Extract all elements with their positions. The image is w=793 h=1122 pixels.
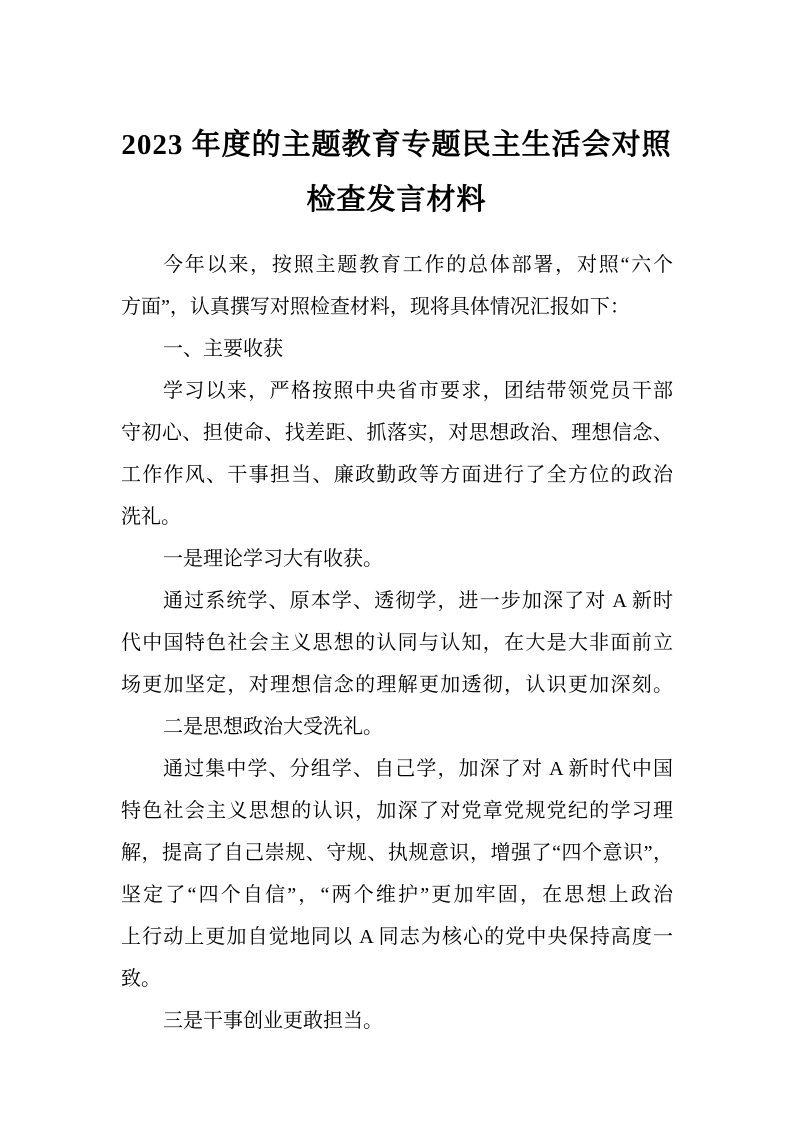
subsection-heading: 一是理论学习大有收获。 xyxy=(163,548,383,570)
paragraph-line: 上行动上更加自觉地同以 A 同志为核心的党中央保持高度一 xyxy=(121,926,673,948)
paragraph-line: 方面”，认真撰写对照检查材料，现将具体情况汇报如下： xyxy=(121,296,630,318)
title-line-2: 检查发言材料 xyxy=(306,184,487,216)
title-line-1: 2023 年度的主题教育专题民主生活会对照 xyxy=(121,129,672,161)
section-heading: 一、主要收获 xyxy=(163,338,283,360)
paragraph-line: 通过系统学、原本学、透彻学，进一步加深了对 A 新时 xyxy=(163,590,673,612)
paragraph-line: 洗礼。 xyxy=(121,506,181,528)
paragraph-line: 致。 xyxy=(121,968,161,990)
paragraph-line: 今年以来，按照主题教育工作的总体部署，对照“六个 xyxy=(163,254,673,276)
subsection-heading: 三是干事创业更敢担当。 xyxy=(163,1010,383,1032)
paragraph-line: 场更加坚定，对理想信念的理解更加透彻，认识更加深刻。 xyxy=(121,674,673,696)
paragraph-line: 学习以来，严格按照中央省市要求，团结带领党员干部 xyxy=(163,380,673,402)
paragraph-line: 代中国特色社会主义思想的认同与认知，在大是大非面前立 xyxy=(121,632,673,654)
paragraph-line: 坚定了“四个自信”，“两个维护”更加牢固，在思想上政治 xyxy=(121,884,673,906)
document-title xyxy=(60,118,733,228)
paragraph-line: 守初心、担使命、找差距、抓落实，对思想政治、理想信念、 xyxy=(121,422,673,444)
paragraph-line: 特色社会主义思想的认识，加深了对党章党规党纪的学习理 xyxy=(121,800,673,822)
paragraph-line: 解，提高了自己崇规、守规、执规意识，增强了“四个意识”， xyxy=(121,842,673,864)
paragraph-line: 工作作风、干事担当、廉政勤政等方面进行了全方位的政治 xyxy=(121,464,673,486)
paragraph-line: 通过集中学、分组学、自己学，加深了对 A 新时代中国 xyxy=(163,758,673,780)
document-body xyxy=(121,244,673,1042)
subsection-heading: 二是思想政治大受洗礼。 xyxy=(163,716,383,738)
